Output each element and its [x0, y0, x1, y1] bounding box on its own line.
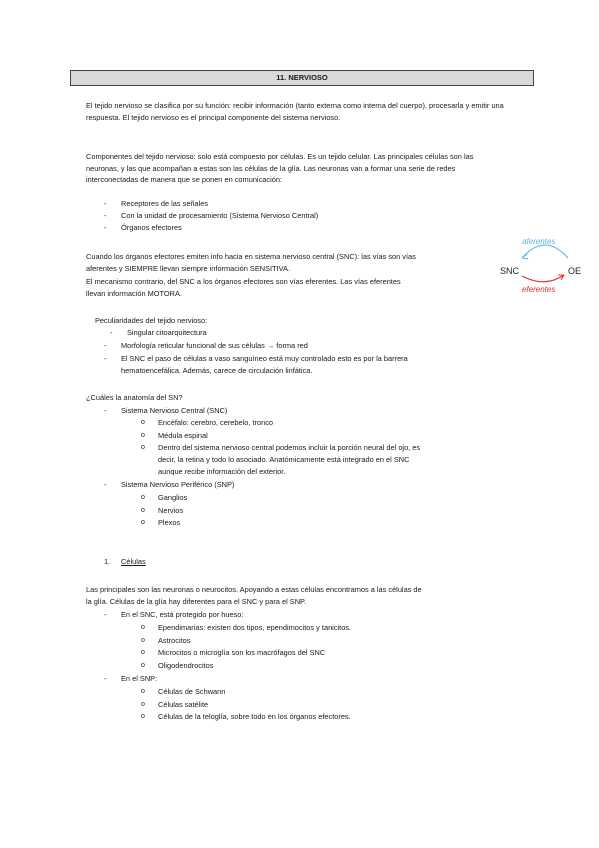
list-bullet: - — [104, 674, 107, 683]
circle-bullet-icon: o — [141, 688, 145, 695]
intro-paragraph: El tejido nervioso se clasifica por su función: recibir información (tanto externa como interna del cuerpo), procesarla y emitir una respuesta. El tejido nervioso es el principal componente del sistema nervioso. — [86, 101, 504, 122]
circle-bullet-icon: o — [141, 519, 145, 526]
section-heading: Células — [121, 557, 146, 566]
cells-intro-line: la glía. Células de la glía hay diferentes para el SNC y para el SNP. — [86, 597, 307, 606]
list-item-continuation: hematoencefálica. Además, carece de circulación linfática. — [121, 366, 313, 375]
circle-bullet-icon: o — [141, 649, 145, 656]
section-number: 1. — [104, 557, 111, 566]
sub-list-item-continuation: decir, la retina y todo lo asociado. Anatómicamente está integrado en el SNC — [158, 455, 410, 464]
circle-bullet-icon: o — [141, 701, 145, 708]
afferent-efferent-sketch — [500, 232, 590, 294]
list-bullet: - — [104, 480, 107, 489]
list-item-snp-glia: En el SNP: — [121, 674, 158, 683]
circle-bullet-icon: o — [141, 624, 145, 631]
sub-list-item: Oligodendrocitos — [158, 661, 214, 670]
circle-bullet-icon: o — [141, 444, 145, 451]
circle-bullet-icon: o — [141, 662, 145, 669]
circle-bullet-icon: o — [141, 419, 145, 426]
list-item-snc-glia: En el SNC, está protegido por hueso: — [121, 610, 244, 619]
circle-bullet-icon: o — [141, 507, 145, 514]
list-item-snp: Sistema Nervioso Periférico (SNP) — [121, 480, 235, 489]
pathways-line: llevan información MOTORA. — [86, 289, 182, 298]
sub-list-item: Dentro del sistema nervioso central podemos incluir la porción neural del ojo, es — [158, 443, 421, 452]
list-bullet: - — [104, 211, 107, 220]
list-item: El SNC el paso de células a vaso sanguíneo está muy controlado esto es por la barrera — [121, 354, 408, 363]
list-bullet: - — [104, 610, 107, 619]
list-item-snc: Sistema Nervioso Central (SNC) — [121, 406, 228, 415]
list-bullet: - — [110, 328, 113, 337]
afferent-arrow-icon — [522, 245, 568, 258]
list-bullet: - — [104, 406, 107, 415]
afferent-label: aferentes — [522, 237, 556, 246]
sub-list-item: Células satélite — [158, 700, 209, 709]
list-bullet: - — [104, 199, 107, 208]
sub-list-item: Células de la teloglía, sobre todo en los órganos efectores. — [158, 712, 351, 721]
efferent-label: eferentes — [522, 285, 556, 294]
snc-label: SNC — [500, 266, 520, 276]
circle-bullet-icon: o — [141, 432, 145, 439]
sub-list-item: Astrocitos — [158, 636, 191, 645]
list-bullet: - — [104, 341, 107, 350]
sub-list-item: Plexos — [158, 518, 181, 527]
pathways-line: El mecanismo contrario, del SNC a los órganos efectores son vías eferentes. Las vías eferentes — [86, 277, 401, 286]
pathways-line: aferentes y SIEMPRE llevan siempre información SENSITIVA. — [86, 264, 291, 273]
sub-list-item: Médula espinal — [158, 431, 208, 440]
oe-label: OE — [568, 266, 582, 276]
sub-list-item: Ependimarias: existen dos tipos, ependimocitos y tanicitos. — [158, 623, 352, 632]
list-item: Órganos efectores — [121, 223, 182, 232]
circle-bullet-icon: o — [141, 713, 145, 720]
list-item: Morfología reticular funcional de sus células → forma red — [121, 341, 308, 350]
list-item: Con la unidad de procesamiento (Sistema Nervioso Central) — [121, 211, 319, 220]
components-paragraph: Componentes del tejido nervioso: solo está compuesto por células. Es un tejido celular. Las principales células son las neuronas, y las que acompañan a estas son las células de la glía. Las neuronas van a formar una serie de redes interconectadas de manera que se ponen en comunicación: — [86, 152, 474, 184]
efferent-arrow-icon — [522, 275, 564, 282]
sub-list-item: Ganglios — [158, 493, 188, 502]
sub-list-item-continuation: aunque recibe información del exterior. — [158, 467, 286, 476]
circle-bullet-icon: o — [141, 494, 145, 501]
circle-bullet-icon: o — [141, 637, 145, 644]
page-title: 11. NERVIOSO — [70, 70, 534, 86]
list-item: Receptores de las señales — [121, 199, 209, 208]
list-item: Singular citoarquitectura — [127, 328, 207, 337]
peculiarities-heading: Peculiaridades del tejido nervioso: — [95, 316, 208, 325]
cells-intro-line: Las principales son las neuronas o neurocitos. Apoyando a estas células encontramos a las células de — [86, 585, 422, 594]
anatomy-question: ¿Cuáles la anatomía del SN? — [86, 393, 183, 402]
list-bullet: - — [104, 354, 107, 363]
pathways-line: Cuando los órganos efectores emiten info hacia en sistema nervioso central (SNC): las vías son vías — [86, 252, 416, 261]
list-bullet: - — [104, 223, 107, 232]
sub-list-item: Nervios — [158, 506, 184, 515]
sub-list-item: Células de Schwann — [158, 687, 226, 696]
sub-list-item: Encéfalo: cerebro, cerebelo, tronco — [158, 418, 274, 427]
sub-list-item: Microcitos o microglía son los macrófagos del SNC — [158, 648, 326, 657]
